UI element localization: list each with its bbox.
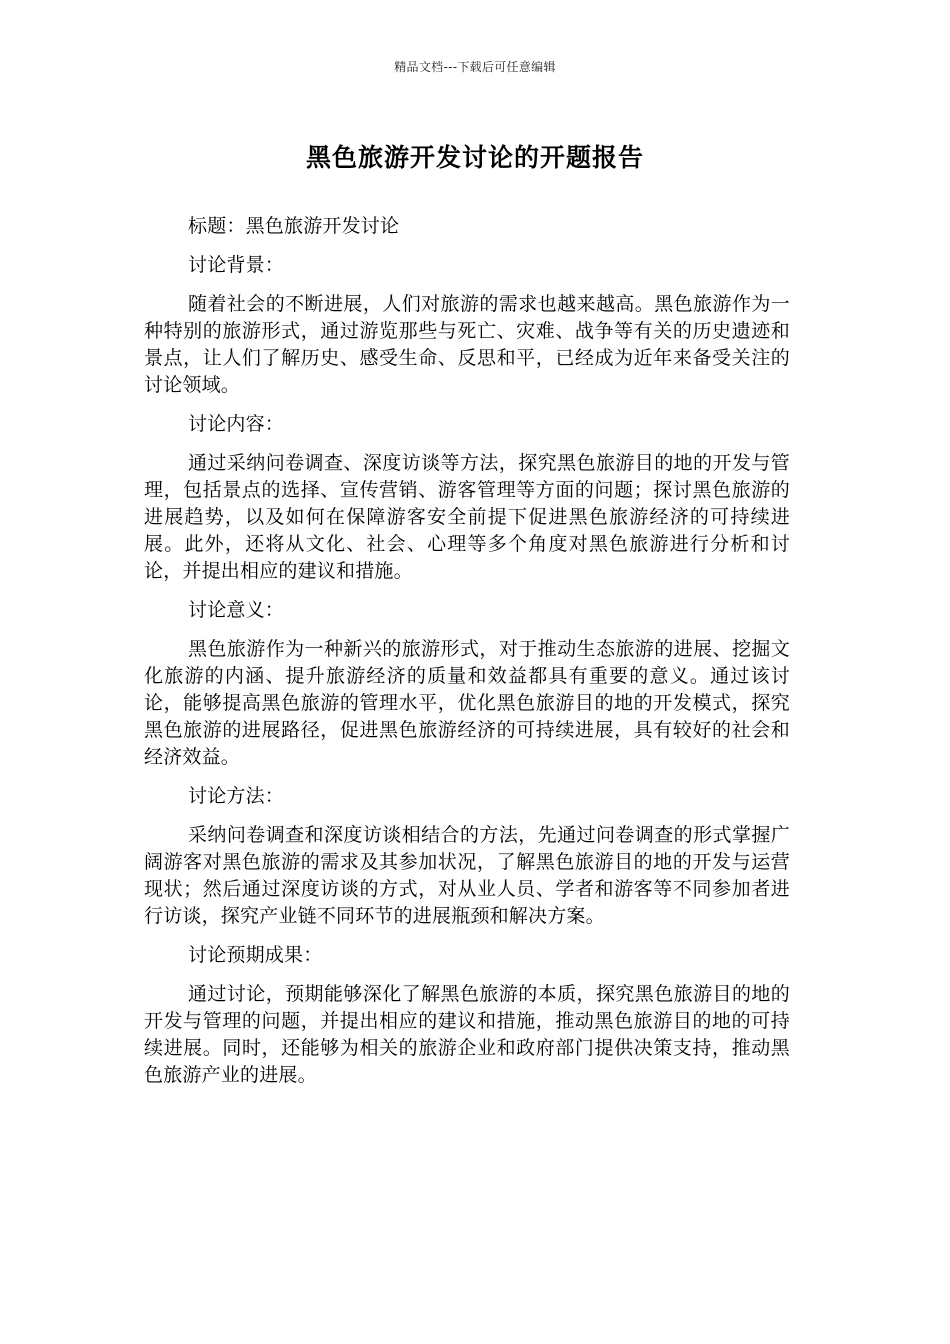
subject-line: 标题：黑色旅游开发讨论	[188, 215, 400, 237]
header-note: 精品文档---下载后可任意编辑	[394, 60, 556, 74]
paragraph-significance: 黑色旅游作为一种新兴的旅游形式，对于推动生态旅游的进展、挖掘文化旅游的内涵、提升旅游经济的质量和效益都具有重要的意义。通过该讨论，能够提高黑色旅游的管理水平，优化黑色旅游目的地的开发模式，探究黑色旅游的进展路径，促进黑色旅游经济的可持续进展，具有较好的社会和经济效益。	[144, 638, 790, 768]
section-heading-method: 讨论方法：	[188, 785, 285, 807]
paragraph-expected-results: 通过讨论，预期能够深化了解黑色旅游的本质，探究黑色旅游目的地的开发与管理的问题，并提出相应的建议和措施，推动黑色旅游目的地的可持续进展。同时，还能够为相关的旅游企业和政府部门提供决策支持，推动黑色旅游产业的进展。	[144, 983, 790, 1086]
section-heading-significance: 讨论意义：	[188, 599, 285, 621]
paragraph-method: 采纳问卷调查和深度访谈相结合的方法，先通过问卷调查的形式掌握广阔游客对黑色旅游的需求及其参加状况，了解黑色旅游目的地的开发与运营现状；然后通过深度访谈的方式，对从业人员、学者和游客等不同参加者进行访谈，探究产业链不同环节的进展瓶颈和解决方案。	[144, 824, 790, 927]
document-title: 黑色旅游开发讨论的开题报告	[305, 143, 644, 172]
section-heading-background: 讨论背景：	[188, 254, 285, 276]
section-heading-content: 讨论内容：	[188, 413, 285, 435]
paragraph-content: 通过采纳问卷调查、深度访谈等方法，探究黑色旅游目的地的开发与管理，包括景点的选择、宣传营销、游客管理等方面的问题；探讨黑色旅游的进展趋势，以及如何在保障游客安全前提下促进黑色旅游经济的可持续进展。此外，还将从文化、社会、心理等多个角度对黑色旅游进行分析和讨论，并提出相应的建议和措施。	[144, 452, 790, 582]
document-body	[144, 213, 790, 1101]
section-heading-expected-results: 讨论预期成果：	[188, 944, 323, 966]
paragraph-background: 随着社会的不断进展，人们对旅游的需求也越来越高。黑色旅游作为一种特别的旅游形式，通过游览那些与死亡、灾难、战争等有关的历史遗迹和景点，让人们了解历史、感受生命、反思和平，已经成为近年来备受关注的讨论领域。	[144, 293, 790, 396]
